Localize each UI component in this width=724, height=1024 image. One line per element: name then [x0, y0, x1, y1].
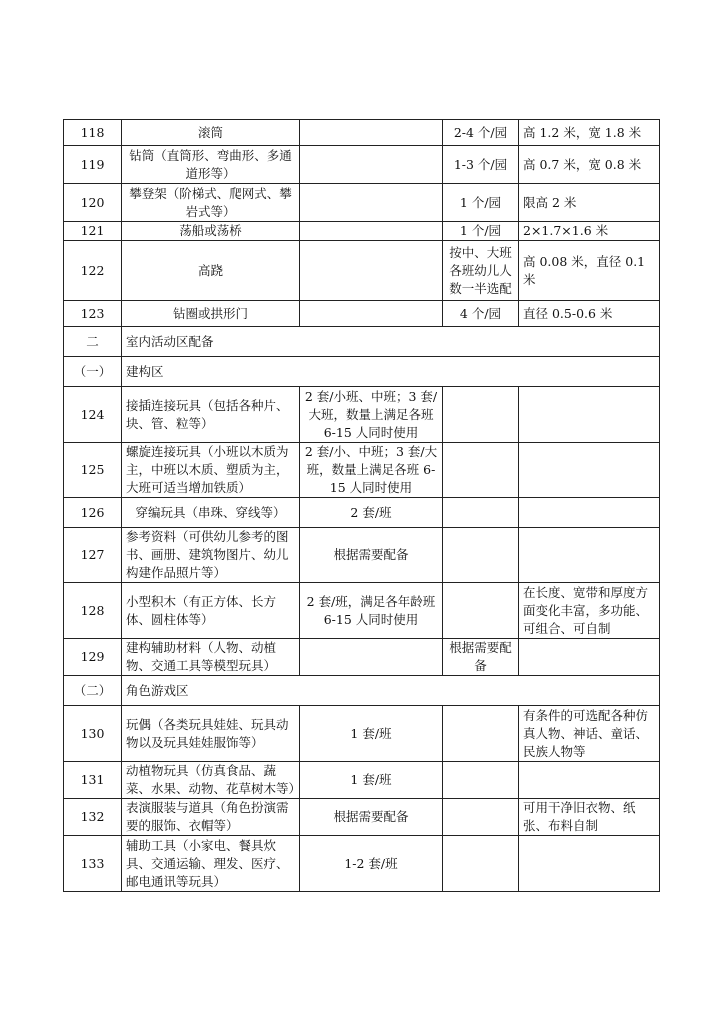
item-note — [519, 387, 660, 443]
item-note — [519, 443, 660, 498]
item-name: 建构辅助材料（人物、动植物、交通工具等模型玩具） — [122, 639, 300, 676]
qty-per-park — [443, 528, 519, 583]
item-note: 高 0.08 米，直径 0.1 米 — [519, 241, 660, 301]
item-note — [519, 762, 660, 799]
table-row — [64, 184, 660, 222]
qty-per-class — [300, 639, 443, 676]
qty-per-park — [443, 498, 519, 528]
item-number: 127 — [64, 528, 122, 583]
table-row — [64, 120, 660, 146]
qty-per-park: 根据需要配备 — [443, 639, 519, 676]
item-note — [519, 639, 660, 676]
item-number: 122 — [64, 241, 122, 301]
section-title: 角色游戏区 — [122, 676, 660, 706]
item-name: 穿编玩具（串珠、穿线等） — [122, 498, 300, 528]
qty-per-park — [443, 836, 519, 892]
item-name: 接插连接玩具（包括各种片、块、管、粒等） — [122, 387, 300, 443]
item-note — [519, 836, 660, 892]
qty-per-park: 1 个/园 — [443, 184, 519, 222]
qty-per-class — [300, 222, 443, 241]
table-row — [64, 443, 660, 498]
qty-per-park: 1 个/园 — [443, 222, 519, 241]
qty-per-park — [443, 387, 519, 443]
item-name: 螺旋连接玩具（小班以木质为主，中班以木质、塑质为主，大班可适当增加铁质） — [122, 443, 300, 498]
table-row — [64, 222, 660, 241]
item-name: 荡船或荡桥 — [122, 222, 300, 241]
qty-per-park — [443, 762, 519, 799]
section-row — [64, 676, 660, 706]
qty-per-class — [300, 301, 443, 327]
item-number: 120 — [64, 184, 122, 222]
item-number: 125 — [64, 443, 122, 498]
section-number: 二 — [64, 327, 122, 357]
item-number: 118 — [64, 120, 122, 146]
item-name: 攀登架（阶梯式、爬网式、攀岩式等） — [122, 184, 300, 222]
equipment-table-body — [64, 120, 660, 892]
qty-per-class: 2 套/小、中班；3 套/大班，数量上满足各班 6-15 人同时使用 — [300, 443, 443, 498]
item-note — [519, 498, 660, 528]
item-number: 126 — [64, 498, 122, 528]
table-row — [64, 706, 660, 762]
qty-per-class: 1 套/班 — [300, 706, 443, 762]
section-row — [64, 357, 660, 387]
qty-per-class: 2 套/班，满足各年龄班 6-15 人同时使用 — [300, 583, 443, 639]
qty-per-park — [443, 706, 519, 762]
item-name: 小型积木（有正方体、长方体、圆柱体等） — [122, 583, 300, 639]
qty-per-class: 1-2 套/班 — [300, 836, 443, 892]
table-row — [64, 387, 660, 443]
item-name: 辅助工具（小家电、餐具炊具、交通运输、理发、医疗、邮电通讯等玩具） — [122, 836, 300, 892]
item-name: 表演服装与道具（角色扮演需要的服饰、衣帽等） — [122, 799, 300, 836]
table-row — [64, 301, 660, 327]
qty-per-class — [300, 146, 443, 184]
item-name: 高跷 — [122, 241, 300, 301]
table-row — [64, 762, 660, 799]
section-number: （二） — [64, 676, 122, 706]
item-name: 钻圈或拱形门 — [122, 301, 300, 327]
section-title: 建构区 — [122, 357, 660, 387]
item-number: 128 — [64, 583, 122, 639]
table-row — [64, 528, 660, 583]
qty-per-class: 1 套/班 — [300, 762, 443, 799]
item-note — [519, 528, 660, 583]
item-note: 限高 2 米 — [519, 184, 660, 222]
item-note: 2×1.7×1.6 米 — [519, 222, 660, 241]
qty-per-park — [443, 443, 519, 498]
item-number: 129 — [64, 639, 122, 676]
item-name: 钻筒（直筒形、弯曲形、多通道形等） — [122, 146, 300, 184]
table-row — [64, 836, 660, 892]
item-number: 124 — [64, 387, 122, 443]
equipment-table — [63, 119, 660, 892]
qty-per-park — [443, 583, 519, 639]
qty-per-park: 4 个/园 — [443, 301, 519, 327]
qty-per-class — [300, 241, 443, 301]
item-number: 133 — [64, 836, 122, 892]
item-name: 参考资料（可供幼儿参考的图书、画册、建筑物图片、幼儿构建作品照片等） — [122, 528, 300, 583]
item-note: 高 0.7 米，宽 0.8 米 — [519, 146, 660, 184]
item-name: 滚筒 — [122, 120, 300, 146]
table-row — [64, 583, 660, 639]
qty-per-class: 根据需要配备 — [300, 528, 443, 583]
item-number: 130 — [64, 706, 122, 762]
item-number: 121 — [64, 222, 122, 241]
qty-per-class — [300, 120, 443, 146]
qty-per-park — [443, 799, 519, 836]
item-note: 在长度、宽带和厚度方面变化丰富，多功能、可组合、可自制 — [519, 583, 660, 639]
item-note: 可用干净旧衣物、纸张、布料自制 — [519, 799, 660, 836]
item-note: 高 1.2 米，宽 1.8 米 — [519, 120, 660, 146]
item-number: 132 — [64, 799, 122, 836]
table-row — [64, 146, 660, 184]
qty-per-class — [300, 184, 443, 222]
item-name: 动植物玩具（仿真食品、蔬菜、水果、动物、花草树木等） — [122, 762, 300, 799]
item-note: 直径 0.5-0.6 米 — [519, 301, 660, 327]
item-number: 131 — [64, 762, 122, 799]
table-row — [64, 498, 660, 528]
qty-per-class: 2 套/班 — [300, 498, 443, 528]
qty-per-park: 按中、大班各班幼儿人数一半选配 — [443, 241, 519, 301]
item-number: 123 — [64, 301, 122, 327]
item-note: 有条件的可选配各种仿真人物、神话、童话、民族人物等 — [519, 706, 660, 762]
qty-per-class: 2 套/小班、中班；3 套/大班，数量上满足各班 6-15 人同时使用 — [300, 387, 443, 443]
table-row — [64, 241, 660, 301]
section-row — [64, 327, 660, 357]
item-number: 119 — [64, 146, 122, 184]
table-row — [64, 799, 660, 836]
qty-per-class: 根据需要配备 — [300, 799, 443, 836]
item-name: 玩偶（各类玩具娃娃、玩具动物以及玩具娃娃服饰等） — [122, 706, 300, 762]
section-number: （一） — [64, 357, 122, 387]
section-title: 室内活动区配备 — [122, 327, 660, 357]
qty-per-park: 1-3 个/园 — [443, 146, 519, 184]
qty-per-park: 2-4 个/园 — [443, 120, 519, 146]
table-row — [64, 639, 660, 676]
